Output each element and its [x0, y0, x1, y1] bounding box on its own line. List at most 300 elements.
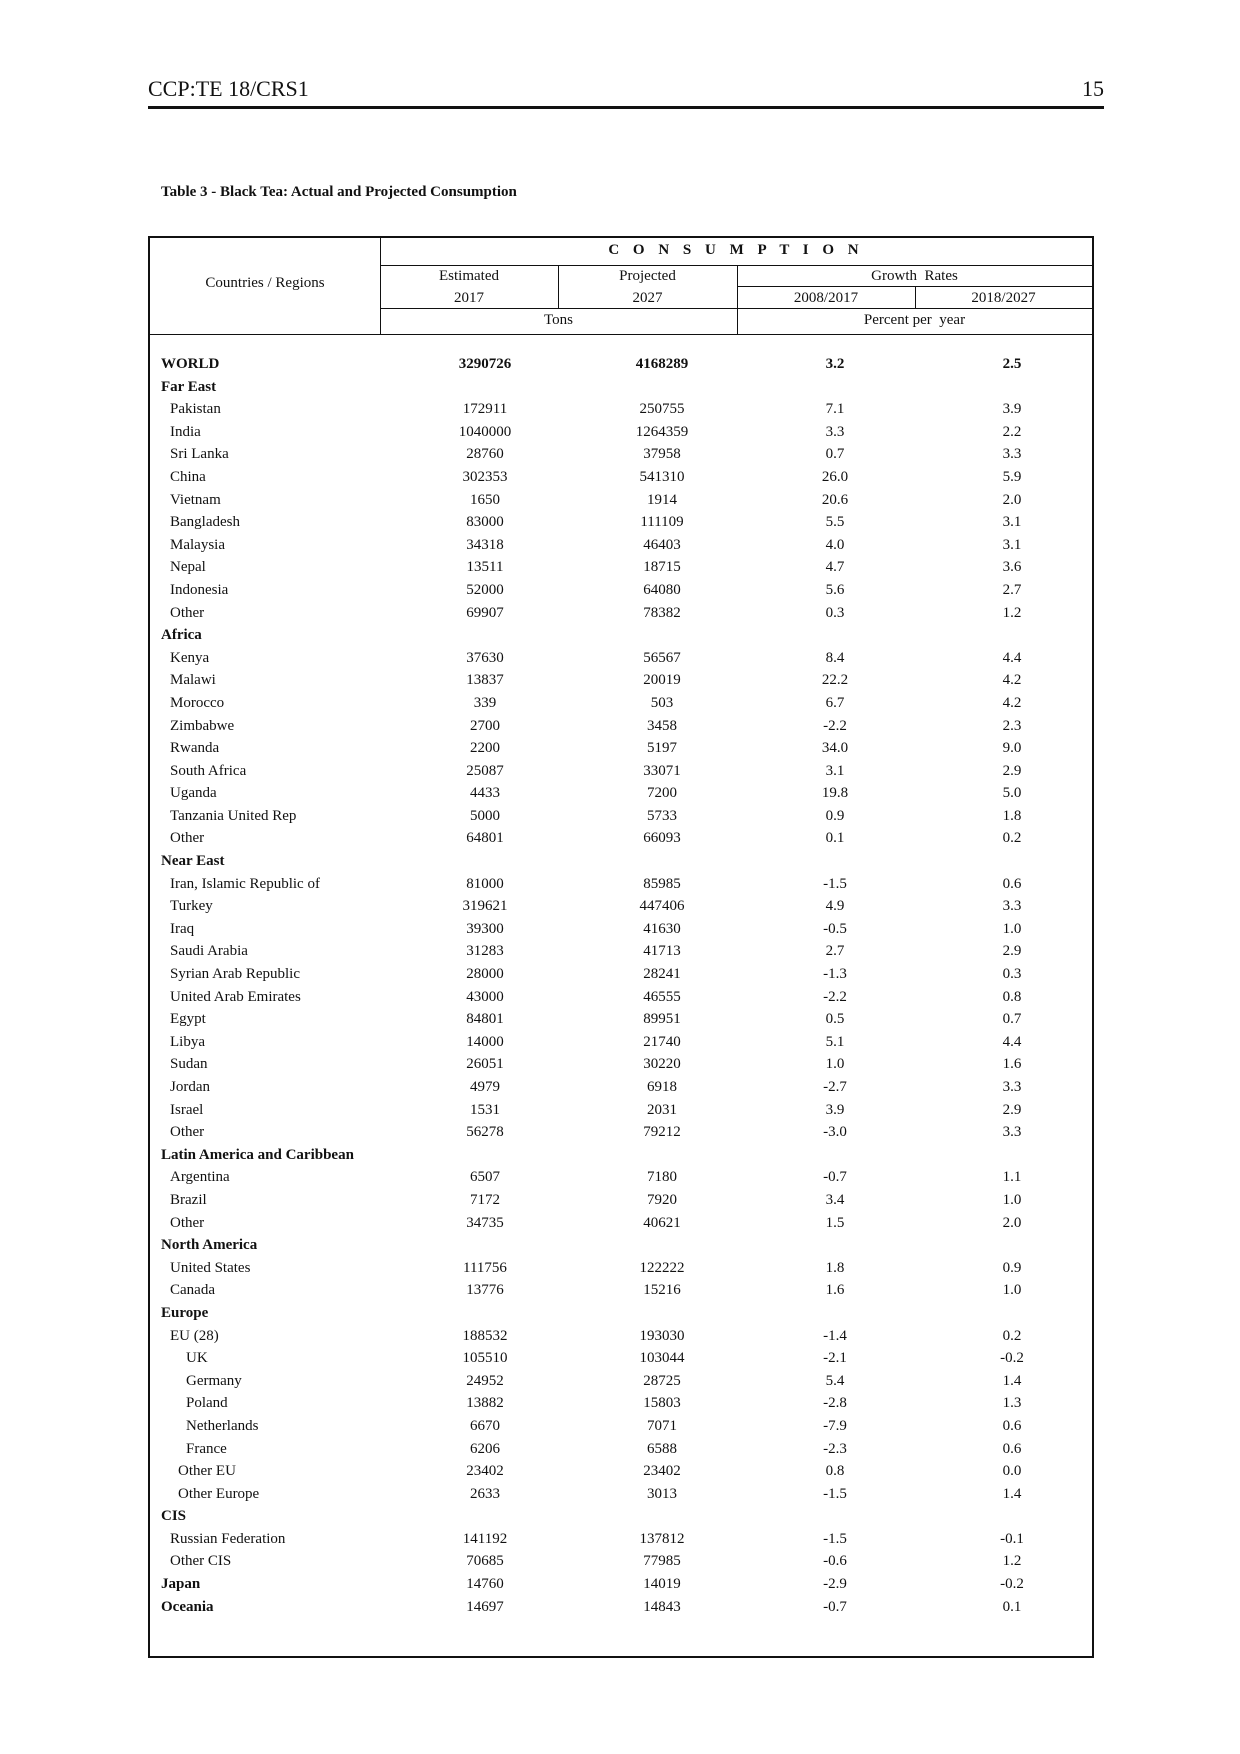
growth-2018-2027-cell: 0.3 [1002, 966, 1022, 983]
estimated-2017-cell: 14760 [466, 1576, 504, 1593]
row-label: Zimbabwe [170, 717, 235, 734]
estimated-2017-cell: 23402 [466, 1463, 504, 1480]
estimated-2017-cell: 1650 [470, 491, 500, 508]
growth-2018-2027-cell: 2.9 [1002, 943, 1022, 960]
row-label: Germany [186, 1372, 242, 1389]
growth-2018-2027-cell: 5.0 [1002, 785, 1022, 802]
projected-2027-cell: 447406 [639, 898, 685, 915]
estimated-2017-cell: 34735 [466, 1214, 504, 1231]
row-label: Uganda [170, 785, 217, 802]
row-label: United Arab Emirates [170, 988, 301, 1005]
estimated-2017-cell: 2200 [470, 740, 500, 757]
row-label: Near East [161, 853, 225, 870]
region-heading-row [150, 625, 1092, 648]
table-row [150, 1280, 1092, 1303]
projected-2027-cell: 41630 [643, 920, 681, 937]
projected-2027-cell: 79212 [643, 1124, 681, 1141]
projected-2027-cell: 3013 [647, 1485, 677, 1502]
row-label: France [186, 1440, 227, 1457]
estimated-2017-cell: 28760 [466, 446, 504, 463]
table-row [150, 919, 1092, 942]
growth-2008-2017-cell: 3.3 [825, 423, 845, 440]
growth-2008-2017-cell: 4.9 [825, 898, 845, 915]
estimated-2017-cell: 188532 [462, 1327, 508, 1344]
growth-2008-2017-cell: 20.6 [821, 491, 849, 508]
growth-2008-2017-cell: 0.5 [825, 1011, 845, 1028]
row-label: Other [170, 604, 205, 621]
growth-2018-2027-cell: 2.9 [1002, 1101, 1022, 1118]
row-label: Rwanda [170, 740, 220, 757]
row-label: WORLD [161, 356, 220, 372]
projected-2027-cell: 18715 [643, 559, 681, 576]
estimated-2017-cell: 14697 [466, 1598, 504, 1615]
row-label: Latin America and Caribbean [161, 1146, 354, 1163]
growth-2018-2027-cell: 0.6 [1002, 1417, 1022, 1434]
estimated-2017-cell: 70685 [466, 1553, 504, 1570]
row-label: Syrian Arab Republic [170, 966, 300, 983]
growth-2008-2017-cell: -7.9 [823, 1417, 847, 1434]
growth-2008-2017-cell: 0.1 [825, 830, 845, 847]
projected-2027-cell: 3458 [647, 717, 677, 734]
estimated-2017-cell: 111756 [463, 1259, 507, 1276]
row-label: Netherlands [186, 1417, 259, 1434]
row-label: Russian Federation [170, 1530, 286, 1547]
growth-2008-2017-cell: 5.5 [825, 514, 845, 531]
projected-2027-cell: 85985 [643, 875, 681, 892]
row-label: Pakistan [170, 401, 221, 418]
table-row [150, 1597, 1092, 1620]
growth-period-1: 2008/2017 [793, 290, 859, 306]
row-label: Other EU [178, 1463, 236, 1480]
row-label: Israel [170, 1101, 204, 1118]
region-heading-row [150, 1145, 1092, 1168]
growth-2008-2017-cell: -2.9 [823, 1576, 847, 1593]
growth-2018-2027-cell: 1.1 [1002, 1169, 1022, 1186]
growth-2008-2017-cell: -0.5 [823, 920, 847, 937]
row-label: Malawi [170, 672, 216, 689]
growth-2008-2017-cell: -0.6 [823, 1553, 847, 1570]
table-row [150, 1190, 1092, 1213]
table-row [150, 1054, 1092, 1077]
growth-2008-2017-cell: 22.2 [821, 672, 849, 689]
estimated-2017-cell: 64801 [466, 830, 504, 847]
projected-2027-cell: 15216 [643, 1282, 681, 1299]
estimated-2017-cell: 4433 [470, 785, 500, 802]
projected-2027-cell: 78382 [643, 604, 681, 621]
row-label: China [170, 468, 206, 485]
growth-2008-2017-cell: 5.6 [825, 581, 845, 598]
table-row [150, 467, 1092, 490]
row-label: Other [170, 1214, 205, 1231]
table-row [150, 806, 1092, 829]
table-row [150, 1167, 1092, 1190]
growth-2018-2027-cell: 3.3 [1002, 1124, 1022, 1141]
region-heading-row [150, 1235, 1092, 1258]
estimated-2017-cell: 13511 [466, 559, 504, 576]
estimated-2017-cell: 25087 [466, 762, 504, 779]
growth-2018-2027-cell: 2.0 [1002, 491, 1022, 508]
estimated-2017-cell: 3290726 [458, 356, 512, 372]
projected-2027-cell: 56567 [643, 649, 681, 666]
projected-2027-cell: 193030 [639, 1327, 685, 1344]
row-label: EU (28) [170, 1327, 219, 1344]
table-row [150, 1393, 1092, 1416]
growth-2018-2027-cell: -0.2 [1000, 1350, 1024, 1367]
growth-2008-2017-cell: 0.3 [825, 604, 845, 621]
growth-2008-2017-cell: 4.0 [825, 536, 845, 553]
growth-2018-2027-cell: 1.2 [1002, 604, 1022, 621]
estimated-2017-cell: 37630 [466, 649, 504, 666]
estimated-2017-cell: 69907 [466, 604, 504, 621]
region-heading-row [150, 377, 1092, 400]
projected-year: 2027 [632, 290, 663, 306]
projected-2027-cell: 541310 [639, 468, 685, 485]
growth-2018-2027-cell: 1.4 [1002, 1485, 1022, 1502]
growth-2018-2027-cell: 0.6 [1002, 875, 1022, 892]
growth-2008-2017-cell: -2.2 [823, 988, 847, 1005]
estimated-2017-cell: 34318 [466, 536, 504, 553]
table-row [150, 354, 1092, 377]
table-row [150, 1032, 1092, 1055]
header-divider [380, 308, 1092, 309]
growth-2008-2017-cell: 1.0 [825, 1056, 845, 1073]
growth-2008-2017-cell: -1.5 [823, 875, 847, 892]
row-label: Far East [161, 378, 217, 395]
table-row [150, 1122, 1092, 1145]
projected-2027-cell: 137812 [639, 1530, 685, 1547]
row-label: CIS [161, 1508, 187, 1525]
projected-2027-cell: 7180 [647, 1169, 677, 1186]
table-row [150, 557, 1092, 580]
estimated-2017-cell: 26051 [466, 1056, 504, 1073]
growth-2018-2027-cell: 9.0 [1002, 740, 1022, 757]
table-row [150, 716, 1092, 739]
row-label: North America [161, 1237, 258, 1254]
estimated-2017-cell: 56278 [466, 1124, 504, 1141]
growth-2008-2017-cell: 5.4 [825, 1372, 845, 1389]
row-label: Other [170, 1124, 205, 1141]
row-label: Africa [161, 627, 202, 644]
growth-2008-2017-cell: -1.5 [823, 1485, 847, 1502]
estimated-2017-cell: 6507 [470, 1169, 500, 1186]
growth-2018-2027-cell: 2.9 [1002, 762, 1022, 779]
growth-2008-2017-cell: -0.7 [823, 1598, 847, 1615]
projected-2027-cell: 7200 [647, 785, 677, 802]
row-label: Indonesia [170, 581, 229, 598]
estimated-2017-cell: 6206 [470, 1440, 500, 1457]
row-label: Other CIS [170, 1553, 232, 1570]
projected-2027-cell: 15803 [643, 1395, 681, 1412]
growth-2018-2027-cell: 0.0 [1002, 1463, 1022, 1480]
projected-2027-cell: 1264359 [635, 423, 689, 440]
projected-2027-cell: 66093 [643, 830, 681, 847]
page-number: 15 [1082, 76, 1104, 101]
projected-2027-cell: 28241 [643, 966, 681, 983]
projected-2027-cell: 7071 [647, 1417, 677, 1434]
row-label: Other [170, 830, 205, 847]
growth-2018-2027-cell: 1.3 [1002, 1395, 1022, 1412]
projected-2027-cell: 5197 [647, 740, 677, 757]
growth-2018-2027-cell: -0.1 [1000, 1530, 1024, 1547]
row-label: Iran, Islamic Republic of [170, 875, 320, 892]
row-label: Kenya [170, 649, 210, 666]
projected-2027-cell: 41713 [643, 943, 681, 960]
row-label: United States [170, 1259, 251, 1276]
growth-2018-2027-cell: 3.3 [1002, 898, 1022, 915]
row-label: Brazil [170, 1191, 207, 1208]
table-row [150, 648, 1092, 671]
estimated-2017-cell: 2700 [470, 717, 500, 734]
growth-2008-2017-cell: -2.1 [823, 1350, 847, 1367]
row-label: Malaysia [170, 536, 225, 553]
table-row [150, 1100, 1092, 1123]
estimated-2017-cell: 52000 [466, 581, 504, 598]
growth-2008-2017-cell: 19.8 [821, 785, 849, 802]
growth-2008-2017-cell: 0.7 [825, 446, 845, 463]
growth-2008-2017-cell: -3.0 [823, 1124, 847, 1141]
table-row [150, 783, 1092, 806]
projected-2027-cell: 2031 [647, 1101, 677, 1118]
growth-2018-2027-cell: 3.1 [1002, 536, 1022, 553]
projected-2027-cell: 6588 [647, 1440, 677, 1457]
table-row [150, 1326, 1092, 1349]
growth-2008-2017-cell: -0.7 [823, 1169, 847, 1186]
growth-2018-2027-cell: 0.8 [1002, 988, 1022, 1005]
growth-2008-2017-cell: 3.2 [825, 356, 845, 372]
growth-2008-2017-cell: 8.4 [825, 649, 845, 666]
projected-label: Projected [619, 268, 676, 284]
estimated-2017-cell: 84801 [466, 1011, 504, 1028]
table-row [150, 1551, 1092, 1574]
row-label: Europe [161, 1304, 209, 1321]
projected-2027-cell: 103044 [639, 1350, 685, 1367]
growth-2018-2027-cell: 2.2 [1002, 423, 1022, 440]
table-row [150, 1009, 1092, 1032]
growth-2018-2027-cell: 0.9 [1002, 1259, 1022, 1276]
table-row [150, 1461, 1092, 1484]
table-row [150, 1348, 1092, 1371]
table-row [150, 1077, 1092, 1100]
estimated-2017-cell: 1040000 [458, 423, 512, 440]
estimated-2017-cell: 172911 [462, 401, 508, 418]
row-label: Nepal [170, 559, 206, 576]
table-row [150, 399, 1092, 422]
growth-2018-2027-cell: 1.2 [1002, 1553, 1022, 1570]
growth-2008-2017-cell: 1.6 [825, 1282, 845, 1299]
growth-2018-2027-cell: 0.1 [1002, 1598, 1022, 1615]
estimated-2017-cell: 28000 [466, 966, 504, 983]
projected-2027-cell: 6918 [647, 1079, 677, 1095]
projected-2027-cell: 7920 [647, 1191, 677, 1208]
growth-2018-2027-cell: 2.5 [1002, 356, 1022, 372]
growth-2008-2017-cell: 5.1 [825, 1033, 845, 1050]
estimated-2017-cell: 7172 [470, 1191, 500, 1208]
table-row [150, 444, 1092, 467]
projected-2027-cell: 20019 [643, 672, 681, 689]
table-row [150, 1574, 1092, 1597]
table-caption: Table 3 - Black Tea: Actual and Projected Consumption [161, 184, 517, 200]
row-label: UK [186, 1350, 208, 1367]
growth-2018-2027-cell: 3.6 [1002, 559, 1022, 576]
growth-2008-2017-cell: -1.3 [823, 966, 847, 983]
estimated-label: Estimated [439, 268, 499, 284]
row-label: Saudi Arabia [170, 943, 248, 960]
estimated-2017-cell: 319621 [462, 898, 508, 915]
growth-2008-2017-cell: -1.5 [823, 1530, 847, 1547]
projected-2027-cell: 4168289 [635, 356, 689, 372]
growth-2008-2017-cell: -2.2 [823, 717, 847, 734]
estimated-2017-cell: 105510 [462, 1350, 508, 1367]
growth-2008-2017-cell: 1.5 [825, 1214, 845, 1231]
estimated-2017-cell: 2633 [470, 1485, 500, 1502]
table-row [150, 896, 1092, 919]
projected-2027-cell: 64080 [643, 581, 681, 598]
growth-period-2: 2018/2027 [971, 290, 1036, 306]
row-label: South Africa [170, 762, 247, 779]
growth-2018-2027-cell: 2.3 [1002, 717, 1022, 734]
table-row [150, 512, 1092, 535]
estimated-2017-cell: 24952 [466, 1372, 504, 1389]
growth-2018-2027-cell: 0.6 [1002, 1440, 1022, 1457]
table-body [150, 354, 1092, 1619]
estimated-2017-cell: 5000 [470, 807, 500, 824]
projected-2027-cell: 89951 [643, 1011, 681, 1028]
table-row [150, 670, 1092, 693]
growth-2018-2027-cell: 2.0 [1002, 1214, 1022, 1231]
row-label: Morocco [170, 694, 225, 711]
row-label: India [170, 423, 201, 440]
row-label: Jordan [170, 1079, 210, 1095]
row-label: Sudan [170, 1056, 208, 1073]
estimated-2017-cell: 4979 [470, 1079, 500, 1095]
region-heading-row [150, 1506, 1092, 1529]
projected-2027-cell: 30220 [643, 1056, 681, 1073]
row-label: Tanzania United Rep [170, 807, 297, 824]
estimated-2017-cell: 39300 [466, 920, 504, 937]
table-row [150, 1529, 1092, 1552]
table-row [150, 535, 1092, 558]
table-row [150, 1484, 1092, 1507]
growth-2018-2027-cell: -0.2 [1000, 1576, 1024, 1593]
growth-2008-2017-cell: 26.0 [821, 468, 849, 485]
row-label: Egypt [170, 1011, 206, 1028]
projected-2027-cell: 1914 [647, 491, 677, 508]
growth-2018-2027-cell: 1.0 [1002, 1191, 1022, 1208]
row-label: Libya [170, 1033, 205, 1050]
table-row [150, 1213, 1092, 1236]
growth-2008-2017-cell: 2.7 [825, 943, 845, 960]
growth-2008-2017-cell: 0.8 [825, 1463, 845, 1480]
growth-2008-2017-cell: 0.9 [825, 807, 845, 824]
growth-2018-2027-cell: 3.3 [1002, 446, 1022, 463]
estimated-2017-cell: 6670 [470, 1417, 500, 1434]
growth-2018-2027-cell: 3.9 [1002, 401, 1022, 418]
growth-2018-2027-cell: 2.7 [1002, 581, 1022, 598]
header-divider [380, 265, 1092, 266]
table-row [150, 964, 1092, 987]
estimated-2017-cell: 13837 [466, 672, 504, 689]
growth-2018-2027-cell: 1.4 [1002, 1372, 1022, 1389]
growth-2018-2027-cell: 0.2 [1002, 1327, 1022, 1344]
row-label: Turkey [170, 898, 213, 915]
row-label: Vietnam [170, 491, 221, 508]
countries-regions-label: Countries / Regions [205, 275, 325, 291]
table-row [150, 693, 1092, 716]
growth-2018-2027-cell: 5.9 [1002, 468, 1022, 485]
growth-2008-2017-cell: 6.7 [825, 694, 845, 711]
consumption-title: C O N S U M P T I O N [608, 242, 864, 258]
growth-2008-2017-cell: 1.8 [825, 1259, 845, 1276]
projected-2027-cell: 23402 [643, 1463, 681, 1480]
growth-2008-2017-cell: -2.3 [823, 1440, 847, 1457]
projected-2027-cell: 33071 [643, 762, 681, 779]
row-label: Bangladesh [170, 514, 240, 531]
growth-2008-2017-cell: -2.7 [823, 1079, 847, 1095]
row-label: Canada [170, 1282, 215, 1299]
projected-2027-cell: 21740 [643, 1033, 681, 1050]
table-row [150, 1416, 1092, 1439]
table-row [150, 422, 1092, 445]
growth-2018-2027-cell: 4.4 [1002, 649, 1022, 666]
growth-2018-2027-cell: 4.2 [1002, 672, 1022, 689]
projected-2027-cell: 77985 [643, 1553, 681, 1570]
projected-2027-cell: 111109 [640, 514, 684, 531]
estimated-2017-cell: 31283 [466, 943, 504, 960]
table-row [150, 874, 1092, 897]
growth-2008-2017-cell: -1.4 [823, 1327, 847, 1344]
growth-2008-2017-cell: 34.0 [821, 740, 849, 757]
growth-2008-2017-cell: 3.9 [825, 1101, 845, 1118]
growth-2008-2017-cell: -2.8 [823, 1395, 847, 1412]
unit-percent: Percent per year [863, 312, 966, 328]
table-row [150, 603, 1092, 626]
estimated-2017-cell: 141192 [462, 1530, 508, 1547]
region-heading-row [150, 1303, 1092, 1326]
row-label: Poland [186, 1395, 228, 1412]
table-row [150, 580, 1092, 603]
projected-2027-cell: 503 [650, 694, 674, 711]
table-row [150, 738, 1092, 761]
row-label: Other Europe [178, 1485, 260, 1502]
unit-tons: Tons [544, 312, 573, 328]
estimated-2017-cell: 13882 [466, 1395, 504, 1412]
projected-2027-cell: 40621 [643, 1214, 681, 1231]
projected-2027-cell: 122222 [639, 1259, 685, 1276]
table-row [150, 1258, 1092, 1281]
projected-2027-cell: 37958 [643, 446, 681, 463]
row-label: Oceania [161, 1598, 214, 1615]
estimated-2017-cell: 13776 [466, 1282, 504, 1299]
region-heading-row [150, 851, 1092, 874]
projected-2027-cell: 14019 [643, 1576, 681, 1593]
growth-2008-2017-cell: 3.4 [825, 1191, 845, 1208]
estimated-2017-cell: 302353 [462, 468, 508, 485]
table-row [150, 941, 1092, 964]
table-row [150, 761, 1092, 784]
estimated-year: 2017 [454, 290, 484, 306]
estimated-2017-cell: 81000 [466, 875, 504, 892]
growth-2018-2027-cell: 3.3 [1002, 1079, 1022, 1095]
growth-2008-2017-cell: 4.7 [825, 559, 845, 576]
growth-2008-2017-cell: 3.1 [825, 762, 845, 779]
projected-2027-cell: 46555 [643, 988, 681, 1005]
estimated-2017-cell: 83000 [466, 514, 504, 531]
table-row [150, 1371, 1092, 1394]
row-label: Iraq [170, 920, 195, 937]
estimated-2017-cell: 1531 [470, 1101, 500, 1118]
header-divider [150, 334, 1092, 335]
projected-2027-cell: 46403 [643, 536, 681, 553]
